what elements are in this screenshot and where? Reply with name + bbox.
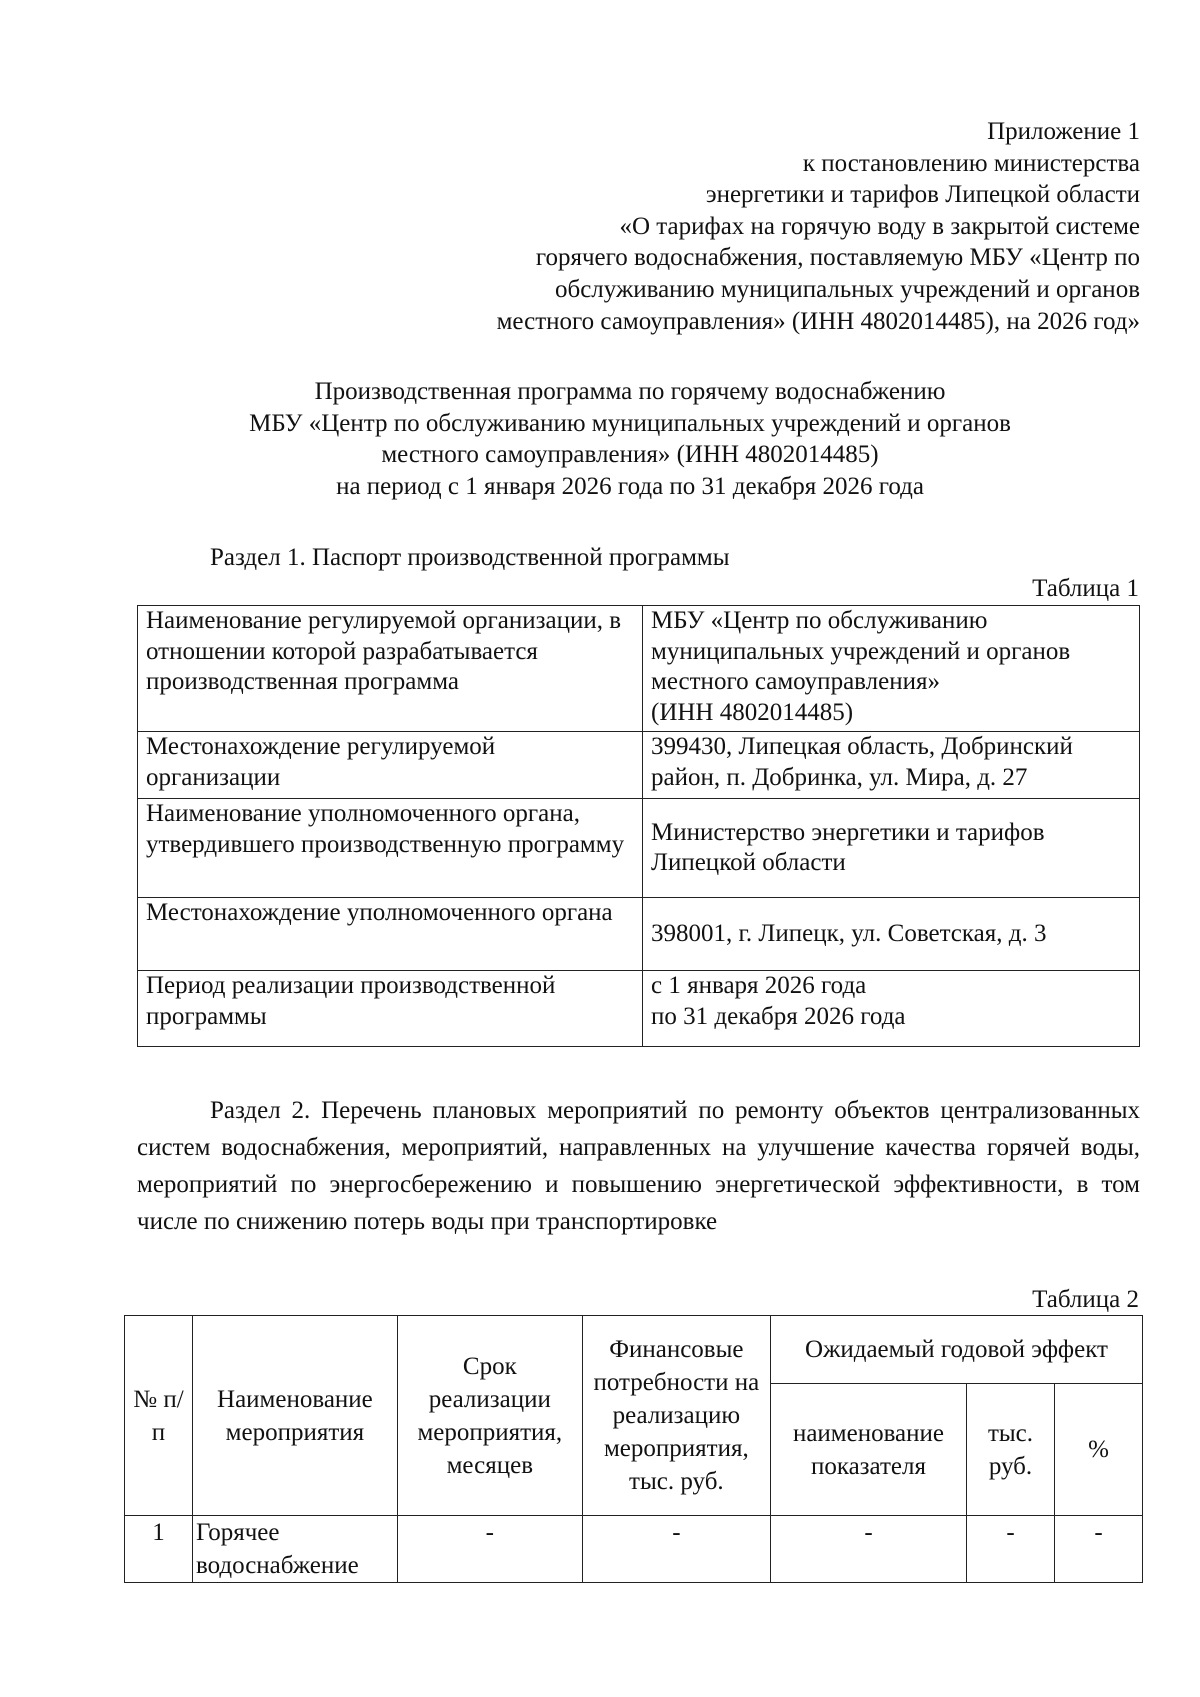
program-title-line: на период с 1 января 2026 года по 31 декабря 2026 года bbox=[336, 472, 924, 500]
row-value-line: Министерство энергетики и тарифов Липецкой области bbox=[651, 818, 1045, 876]
program-title-line: МБУ «Центр по обслуживанию муниципальных учреждений и органов bbox=[249, 409, 1011, 437]
table-header-row bbox=[125, 1316, 1143, 1384]
header-rub: тыс. руб. bbox=[966, 1384, 1054, 1516]
row-value-line: 398001, г. Липецк, ул. Советская, д. 3 bbox=[651, 919, 1047, 947]
header-percent: % bbox=[1054, 1384, 1142, 1516]
appendix-line: Приложение 1 bbox=[987, 118, 1140, 145]
program-title-line: Производственная программа по горячему водоснабжению bbox=[314, 378, 946, 405]
row-value-line: МБУ «Центр по обслуживанию муниципальных учреждений и органов местного самоуправления» bbox=[651, 607, 1071, 695]
cell-name: Горячее водоснабжение bbox=[192, 1516, 397, 1583]
appendix-line: местного самоуправления» (ИНН 4802014485), на 2026 год» bbox=[496, 307, 1140, 335]
cell-rub: - bbox=[966, 1516, 1054, 1583]
header-effect: Ожидаемый годовой эффект bbox=[770, 1316, 1142, 1384]
cell-finance: - bbox=[582, 1516, 770, 1583]
measures-table bbox=[124, 1315, 1143, 1583]
section2-heading-text: Раздел 2. Перечень плановых мероприятий по ремонту объектов централизованных систем водоснабжения, мероприятий, направленных на улучшение качества горячей воды, мероприятий по энергосбережению и повышению энергетической эффективности, в том числе по снижению потерь воды при транспортировке bbox=[137, 1097, 1140, 1235]
appendix-line: обслуживанию муниципальных учреждений и органов bbox=[554, 275, 1140, 303]
header-num: № п/п bbox=[125, 1316, 193, 1516]
cell-indicator: - bbox=[770, 1516, 966, 1583]
row-label: Наименование уполномоченного органа, утвердившего производственную программу bbox=[138, 799, 643, 898]
appendix-line: к постановлению министерства bbox=[802, 149, 1140, 177]
header-indicator: наименование показателя bbox=[770, 1384, 966, 1516]
row-value-line: 399430, Липецкая область, Добринский район, п. Добринка, ул. Мира, д. 27 bbox=[651, 733, 1073, 791]
table-row bbox=[138, 606, 1140, 732]
cell-percent: - bbox=[1054, 1516, 1142, 1583]
program-title-line: местного самоуправления» (ИНН 4802014485) bbox=[381, 441, 879, 468]
program-title bbox=[130, 376, 1130, 502]
header-name: Наименование мероприятия bbox=[192, 1316, 397, 1516]
table1-caption: Таблица 1 bbox=[1032, 575, 1139, 602]
row-value bbox=[643, 898, 1140, 971]
table2-caption: Таблица 2 bbox=[1032, 1286, 1139, 1313]
row-value bbox=[643, 606, 1140, 732]
row-value-line: (ИНН 4802014485) bbox=[651, 698, 854, 726]
row-label: Местонахождение уполномоченного органа bbox=[138, 898, 643, 971]
cell-term: - bbox=[397, 1516, 582, 1583]
row-label: Наименование регулируемой организации, в отношении которой разрабатывается производственная программа bbox=[138, 606, 643, 732]
cell-num: 1 bbox=[125, 1516, 193, 1583]
appendix-line: энергетики и тарифов Липецкой области bbox=[705, 181, 1140, 209]
table-row bbox=[138, 732, 1140, 799]
header-finance: Финансовые потребности на реализацию мероприятия, тыс. руб. bbox=[582, 1316, 770, 1516]
row-value bbox=[643, 732, 1140, 799]
appendix-line: горячего водоснабжения, поставляемую МБУ «Центр по bbox=[535, 244, 1140, 272]
table-row bbox=[138, 971, 1140, 1047]
table-row bbox=[125, 1516, 1143, 1583]
passport-table bbox=[137, 605, 1140, 1047]
row-label: Период реализации производственной программы bbox=[138, 971, 643, 1047]
table-row bbox=[138, 898, 1140, 971]
table-row bbox=[138, 799, 1140, 898]
row-value-line: по 31 декабря 2026 года bbox=[651, 1002, 906, 1030]
section1-heading: Раздел 1. Паспорт производственной программы bbox=[210, 544, 730, 571]
header-term: Срок реализации мероприятия, месяцев bbox=[397, 1316, 582, 1516]
row-label: Местонахождение регулируемой организации bbox=[138, 732, 643, 799]
row-value-line: с 1 января 2026 года bbox=[651, 972, 867, 999]
appendix-line: «О тарифах на горячую воду в закрытой системе bbox=[619, 212, 1140, 240]
appendix-header bbox=[380, 116, 1140, 337]
row-value bbox=[643, 799, 1140, 898]
section2-heading bbox=[137, 1092, 1140, 1240]
row-value bbox=[643, 971, 1140, 1047]
